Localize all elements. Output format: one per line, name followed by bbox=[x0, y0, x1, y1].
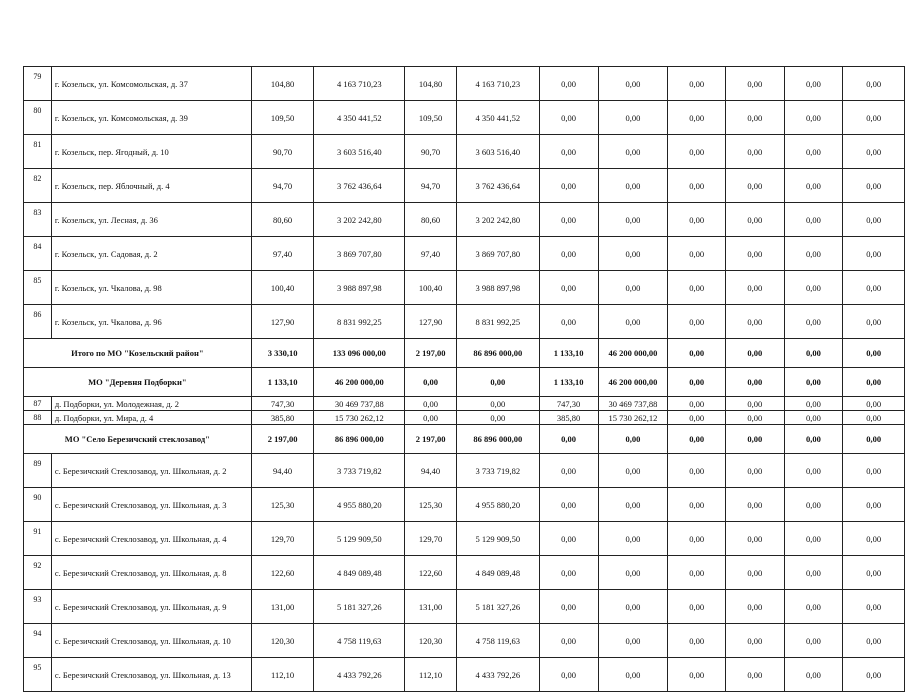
value-cell: 0,00 bbox=[598, 101, 668, 135]
value-cell: 86 896 000,00 bbox=[456, 425, 539, 454]
value-cell: 0,00 bbox=[726, 67, 785, 101]
value-cell: 0,00 bbox=[456, 397, 539, 411]
value-cell: 86 896 000,00 bbox=[456, 339, 539, 368]
value-cell: 0,00 bbox=[843, 522, 905, 556]
value-cell: 0,00 bbox=[784, 522, 843, 556]
value-cell: 0,00 bbox=[784, 397, 843, 411]
value-cell: 4 433 792,26 bbox=[314, 658, 405, 692]
value-cell: 0,00 bbox=[668, 368, 726, 397]
value-cell: 0,00 bbox=[726, 397, 785, 411]
value-cell: 0,00 bbox=[726, 135, 785, 169]
value-cell: 0,00 bbox=[668, 522, 726, 556]
value-cell: 0,00 bbox=[726, 169, 785, 203]
table-row bbox=[24, 169, 905, 203]
value-cell: 0,00 bbox=[598, 305, 668, 339]
value-cell: 0,00 bbox=[539, 169, 598, 203]
table-row bbox=[24, 67, 905, 101]
table-row bbox=[24, 397, 905, 411]
value-cell: 3 988 897,98 bbox=[456, 271, 539, 305]
value-cell: 120,30 bbox=[405, 624, 457, 658]
value-cell: 4 758 119,63 bbox=[314, 624, 405, 658]
value-cell: 97,40 bbox=[405, 237, 457, 271]
value-cell: 46 200 000,00 bbox=[598, 339, 668, 368]
value-cell: 0,00 bbox=[726, 624, 785, 658]
value-cell: 1 133,10 bbox=[539, 339, 598, 368]
value-cell: 0,00 bbox=[668, 658, 726, 692]
value-cell: 0,00 bbox=[843, 658, 905, 692]
value-cell: 0,00 bbox=[784, 101, 843, 135]
value-cell: 5 129 909,50 bbox=[456, 522, 539, 556]
value-cell: 4 433 792,26 bbox=[456, 658, 539, 692]
value-cell: 0,00 bbox=[784, 368, 843, 397]
row-number: 82 bbox=[24, 169, 52, 203]
value-cell: 80,60 bbox=[251, 203, 314, 237]
value-cell: 0,00 bbox=[843, 237, 905, 271]
document-sheet bbox=[23, 66, 905, 692]
value-cell: 0,00 bbox=[539, 135, 598, 169]
value-cell: 747,30 bbox=[539, 397, 598, 411]
table-row bbox=[24, 135, 905, 169]
address-cell: с. Березичский Стеклозавод, ул. Школьная, д. 8 bbox=[51, 556, 251, 590]
value-cell: 0,00 bbox=[843, 488, 905, 522]
value-cell: 0,00 bbox=[784, 411, 843, 425]
value-cell: 385,80 bbox=[539, 411, 598, 425]
value-cell: 0,00 bbox=[539, 590, 598, 624]
value-cell: 0,00 bbox=[784, 590, 843, 624]
value-cell: 0,00 bbox=[668, 454, 726, 488]
value-cell: 94,40 bbox=[251, 454, 314, 488]
value-cell: 3 202 242,80 bbox=[314, 203, 405, 237]
value-cell: 0,00 bbox=[726, 101, 785, 135]
value-cell: 0,00 bbox=[784, 488, 843, 522]
value-cell: 125,30 bbox=[251, 488, 314, 522]
value-cell: 0,00 bbox=[843, 135, 905, 169]
value-cell: 0,00 bbox=[843, 203, 905, 237]
value-cell: 3 988 897,98 bbox=[314, 271, 405, 305]
value-cell: 15 730 262,12 bbox=[598, 411, 668, 425]
value-cell: 86 896 000,00 bbox=[314, 425, 405, 454]
value-cell: 0,00 bbox=[668, 556, 726, 590]
row-number: 93 bbox=[24, 590, 52, 624]
value-cell: 0,00 bbox=[405, 368, 457, 397]
address-cell: г. Козельск, ул. Комсомольская, д. 37 bbox=[51, 67, 251, 101]
value-cell: 0,00 bbox=[668, 397, 726, 411]
row-number: 90 bbox=[24, 488, 52, 522]
value-cell: 3 202 242,80 bbox=[456, 203, 539, 237]
value-cell: 0,00 bbox=[405, 411, 457, 425]
value-cell: 4 350 441,52 bbox=[314, 101, 405, 135]
value-cell: 120,30 bbox=[251, 624, 314, 658]
value-cell: 0,00 bbox=[598, 425, 668, 454]
value-cell: 0,00 bbox=[668, 425, 726, 454]
value-cell: 0,00 bbox=[598, 169, 668, 203]
value-cell: 3 869 707,80 bbox=[456, 237, 539, 271]
value-cell: 0,00 bbox=[539, 203, 598, 237]
value-cell: 0,00 bbox=[784, 305, 843, 339]
value-cell: 0,00 bbox=[726, 237, 785, 271]
value-cell: 0,00 bbox=[539, 271, 598, 305]
value-cell: 90,70 bbox=[251, 135, 314, 169]
address-cell: г. Козельск, ул. Чкалова, д. 96 bbox=[51, 305, 251, 339]
value-cell: 0,00 bbox=[668, 203, 726, 237]
value-cell: 4 849 089,48 bbox=[456, 556, 539, 590]
value-cell: 0,00 bbox=[539, 67, 598, 101]
value-cell: 4 350 441,52 bbox=[456, 101, 539, 135]
row-number: 79 bbox=[24, 67, 52, 101]
value-cell: 0,00 bbox=[668, 305, 726, 339]
value-cell: 0,00 bbox=[539, 624, 598, 658]
value-cell: 0,00 bbox=[843, 556, 905, 590]
row-number: 91 bbox=[24, 522, 52, 556]
value-cell: 0,00 bbox=[843, 454, 905, 488]
value-cell: 385,80 bbox=[251, 411, 314, 425]
value-cell: 0,00 bbox=[726, 271, 785, 305]
value-cell: 4 955 880,20 bbox=[314, 488, 405, 522]
value-cell: 0,00 bbox=[539, 305, 598, 339]
value-cell: 0,00 bbox=[843, 397, 905, 411]
table-row bbox=[24, 237, 905, 271]
value-cell: 0,00 bbox=[598, 203, 668, 237]
value-cell: 3 733 719,82 bbox=[314, 454, 405, 488]
value-cell: 3 733 719,82 bbox=[456, 454, 539, 488]
value-cell: 0,00 bbox=[598, 590, 668, 624]
value-cell: 109,50 bbox=[405, 101, 457, 135]
value-cell: 0,00 bbox=[598, 658, 668, 692]
value-cell: 1 133,10 bbox=[251, 368, 314, 397]
value-cell: 0,00 bbox=[726, 368, 785, 397]
value-cell: 0,00 bbox=[539, 658, 598, 692]
value-cell: 129,70 bbox=[405, 522, 457, 556]
address-cell: г. Козельск, ул. Лесная, д. 36 bbox=[51, 203, 251, 237]
value-cell: 3 603 516,40 bbox=[314, 135, 405, 169]
table-row bbox=[24, 454, 905, 488]
value-cell: 0,00 bbox=[843, 368, 905, 397]
value-cell: 112,10 bbox=[405, 658, 457, 692]
table-row bbox=[24, 101, 905, 135]
value-cell: 2 197,00 bbox=[251, 425, 314, 454]
table-row bbox=[24, 203, 905, 237]
value-cell: 0,00 bbox=[539, 425, 598, 454]
value-cell: 97,40 bbox=[251, 237, 314, 271]
value-cell: 0,00 bbox=[784, 339, 843, 368]
table-row bbox=[24, 556, 905, 590]
table-row bbox=[24, 488, 905, 522]
table-total-row bbox=[24, 425, 905, 454]
value-cell: 127,90 bbox=[405, 305, 457, 339]
value-cell: 0,00 bbox=[668, 135, 726, 169]
row-number: 83 bbox=[24, 203, 52, 237]
value-cell: 30 469 737,88 bbox=[598, 397, 668, 411]
value-cell: 94,70 bbox=[405, 169, 457, 203]
table-row bbox=[24, 411, 905, 425]
row-number: 92 bbox=[24, 556, 52, 590]
value-cell: 46 200 000,00 bbox=[314, 368, 405, 397]
value-cell: 0,00 bbox=[668, 339, 726, 368]
value-cell: 4 758 119,63 bbox=[456, 624, 539, 658]
value-cell: 0,00 bbox=[539, 237, 598, 271]
value-cell: 0,00 bbox=[668, 411, 726, 425]
value-cell: 0,00 bbox=[456, 368, 539, 397]
value-cell: 0,00 bbox=[668, 169, 726, 203]
value-cell: 0,00 bbox=[726, 411, 785, 425]
value-cell: 4 163 710,23 bbox=[314, 67, 405, 101]
value-cell: 0,00 bbox=[598, 556, 668, 590]
value-cell: 0,00 bbox=[668, 101, 726, 135]
value-cell: 0,00 bbox=[784, 454, 843, 488]
value-cell: 0,00 bbox=[843, 169, 905, 203]
row-number: 87 bbox=[24, 397, 52, 411]
value-cell: 0,00 bbox=[539, 556, 598, 590]
address-cell: с. Березичский Стеклозавод, ул. Школьная, д. 13 bbox=[51, 658, 251, 692]
value-cell: 30 469 737,88 bbox=[314, 397, 405, 411]
value-cell: 46 200 000,00 bbox=[598, 368, 668, 397]
value-cell: 0,00 bbox=[668, 590, 726, 624]
table-total-row bbox=[24, 339, 905, 368]
value-cell: 0,00 bbox=[598, 488, 668, 522]
value-cell: 0,00 bbox=[668, 624, 726, 658]
value-cell: 0,00 bbox=[456, 411, 539, 425]
address-cell: г. Козельск, пер. Яблочный, д. 4 bbox=[51, 169, 251, 203]
address-cell: г. Козельск, ул. Чкалова, д. 98 bbox=[51, 271, 251, 305]
value-cell: 0,00 bbox=[598, 67, 668, 101]
table-total-row bbox=[24, 368, 905, 397]
value-cell: 0,00 bbox=[668, 488, 726, 522]
address-cell: г. Козельск, ул. Садовая, д. 2 bbox=[51, 237, 251, 271]
value-cell: 0,00 bbox=[726, 522, 785, 556]
value-cell: 3 603 516,40 bbox=[456, 135, 539, 169]
value-cell: 747,30 bbox=[251, 397, 314, 411]
row-number: 85 bbox=[24, 271, 52, 305]
address-cell: д. Подборки, ул. Молодежная, д. 2 bbox=[51, 397, 251, 411]
value-cell: 0,00 bbox=[784, 624, 843, 658]
value-cell: 0,00 bbox=[726, 590, 785, 624]
value-cell: 0,00 bbox=[539, 522, 598, 556]
value-cell: 4 163 710,23 bbox=[456, 67, 539, 101]
value-cell: 0,00 bbox=[726, 305, 785, 339]
value-cell: 0,00 bbox=[598, 135, 668, 169]
value-cell: 0,00 bbox=[843, 411, 905, 425]
group-label-cell: МО "Деревня Подборки" bbox=[24, 368, 252, 397]
table-row bbox=[24, 522, 905, 556]
address-cell: г. Козельск, пер. Ягодный, д. 10 bbox=[51, 135, 251, 169]
value-cell: 133 096 000,00 bbox=[314, 339, 405, 368]
value-cell: 0,00 bbox=[598, 237, 668, 271]
value-cell: 0,00 bbox=[784, 658, 843, 692]
row-number: 80 bbox=[24, 101, 52, 135]
value-cell: 100,40 bbox=[405, 271, 457, 305]
table-row bbox=[24, 305, 905, 339]
value-cell: 0,00 bbox=[843, 425, 905, 454]
row-number: 94 bbox=[24, 624, 52, 658]
row-number: 81 bbox=[24, 135, 52, 169]
value-cell: 3 762 436,64 bbox=[456, 169, 539, 203]
value-cell: 80,60 bbox=[405, 203, 457, 237]
housing-table bbox=[23, 66, 905, 692]
value-cell: 0,00 bbox=[598, 454, 668, 488]
value-cell: 104,80 bbox=[405, 67, 457, 101]
table-row bbox=[24, 271, 905, 305]
value-cell: 0,00 bbox=[726, 203, 785, 237]
value-cell: 4 849 089,48 bbox=[314, 556, 405, 590]
value-cell: 3 869 707,80 bbox=[314, 237, 405, 271]
table-row bbox=[24, 624, 905, 658]
value-cell: 90,70 bbox=[405, 135, 457, 169]
value-cell: 0,00 bbox=[843, 101, 905, 135]
value-cell: 8 831 992,25 bbox=[456, 305, 539, 339]
address-cell: г. Козельск, ул. Комсомольская, д. 39 bbox=[51, 101, 251, 135]
value-cell: 0,00 bbox=[668, 67, 726, 101]
value-cell: 0,00 bbox=[784, 169, 843, 203]
value-cell: 0,00 bbox=[405, 397, 457, 411]
value-cell: 3 330,10 bbox=[251, 339, 314, 368]
value-cell: 0,00 bbox=[726, 454, 785, 488]
value-cell: 0,00 bbox=[784, 271, 843, 305]
value-cell: 0,00 bbox=[843, 339, 905, 368]
value-cell: 5 129 909,50 bbox=[314, 522, 405, 556]
value-cell: 94,40 bbox=[405, 454, 457, 488]
value-cell: 2 197,00 bbox=[405, 339, 457, 368]
row-number: 89 bbox=[24, 454, 52, 488]
address-cell: с. Березичский Стеклозавод, ул. Школьная, д. 3 bbox=[51, 488, 251, 522]
value-cell: 0,00 bbox=[784, 425, 843, 454]
value-cell: 0,00 bbox=[784, 556, 843, 590]
value-cell: 112,10 bbox=[251, 658, 314, 692]
value-cell: 125,30 bbox=[405, 488, 457, 522]
value-cell: 0,00 bbox=[843, 305, 905, 339]
value-cell: 3 762 436,64 bbox=[314, 169, 405, 203]
value-cell: 0,00 bbox=[726, 658, 785, 692]
value-cell: 15 730 262,12 bbox=[314, 411, 405, 425]
value-cell: 1 133,10 bbox=[539, 368, 598, 397]
row-number: 86 bbox=[24, 305, 52, 339]
row-number: 84 bbox=[24, 237, 52, 271]
value-cell: 0,00 bbox=[784, 67, 843, 101]
table-row bbox=[24, 590, 905, 624]
value-cell: 0,00 bbox=[726, 488, 785, 522]
value-cell: 0,00 bbox=[539, 488, 598, 522]
value-cell: 0,00 bbox=[668, 237, 726, 271]
value-cell: 0,00 bbox=[784, 237, 843, 271]
row-number: 88 bbox=[24, 411, 52, 425]
value-cell: 0,00 bbox=[843, 624, 905, 658]
value-cell: 129,70 bbox=[251, 522, 314, 556]
value-cell: 0,00 bbox=[598, 271, 668, 305]
value-cell: 0,00 bbox=[843, 67, 905, 101]
value-cell: 5 181 327,26 bbox=[456, 590, 539, 624]
value-cell: 0,00 bbox=[784, 135, 843, 169]
group-label-cell: Итого по МО "Козельский район" bbox=[24, 339, 252, 368]
value-cell: 100,40 bbox=[251, 271, 314, 305]
value-cell: 0,00 bbox=[668, 271, 726, 305]
value-cell: 0,00 bbox=[539, 101, 598, 135]
value-cell: 0,00 bbox=[784, 203, 843, 237]
value-cell: 109,50 bbox=[251, 101, 314, 135]
table-row bbox=[24, 658, 905, 692]
value-cell: 0,00 bbox=[843, 590, 905, 624]
group-label-cell: МО "Село Березичский стеклозавод" bbox=[24, 425, 252, 454]
value-cell: 131,00 bbox=[405, 590, 457, 624]
value-cell: 0,00 bbox=[539, 454, 598, 488]
address-cell: д. Подборки, ул. Мира, д. 4 bbox=[51, 411, 251, 425]
address-cell: с. Березичский Стеклозавод, ул. Школьная, д. 4 bbox=[51, 522, 251, 556]
value-cell: 0,00 bbox=[726, 339, 785, 368]
value-cell: 8 831 992,25 bbox=[314, 305, 405, 339]
address-cell: с. Березичский Стеклозавод, ул. Школьная, д. 10 bbox=[51, 624, 251, 658]
value-cell: 94,70 bbox=[251, 169, 314, 203]
value-cell: 127,90 bbox=[251, 305, 314, 339]
value-cell: 0,00 bbox=[598, 522, 668, 556]
row-number: 95 bbox=[24, 658, 52, 692]
value-cell: 0,00 bbox=[726, 556, 785, 590]
value-cell: 0,00 bbox=[726, 425, 785, 454]
value-cell: 2 197,00 bbox=[405, 425, 457, 454]
value-cell: 0,00 bbox=[843, 271, 905, 305]
value-cell: 0,00 bbox=[598, 624, 668, 658]
value-cell: 131,00 bbox=[251, 590, 314, 624]
address-cell: с. Березичский Стеклозавод, ул. Школьная, д. 9 bbox=[51, 590, 251, 624]
value-cell: 104,80 bbox=[251, 67, 314, 101]
value-cell: 5 181 327,26 bbox=[314, 590, 405, 624]
value-cell: 4 955 880,20 bbox=[456, 488, 539, 522]
value-cell: 122,60 bbox=[251, 556, 314, 590]
address-cell: с. Березичский Стеклозавод, ул. Школьная, д. 2 bbox=[51, 454, 251, 488]
value-cell: 122,60 bbox=[405, 556, 457, 590]
